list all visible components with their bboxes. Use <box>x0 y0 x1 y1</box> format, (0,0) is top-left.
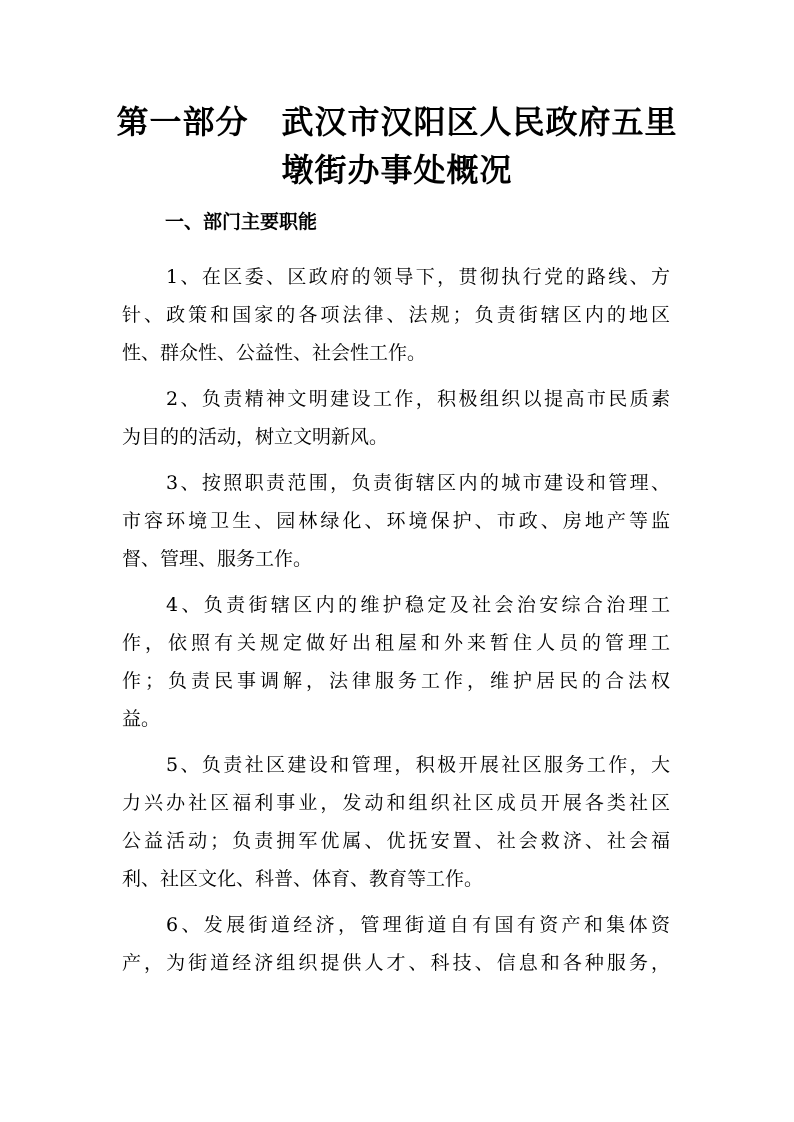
paragraph-line: 力兴办社区福利事业，发动和组织社区成员开展各类社区 <box>122 792 670 814</box>
paragraph-line: 作，依照有关规定做好出租屋和外来暂住人员的管理工 <box>122 632 670 654</box>
paragraph-line: 2、负责精神文明建设工作，积极组织以提高市民质素 <box>166 388 670 410</box>
title-line-1: 第一部分 武汉市汉阳区人民政府五里 <box>116 103 678 141</box>
paragraph-line: 4、负责街辖区内的维护稳定及社会治安综合治理工 <box>166 594 670 616</box>
paragraph-line: 1、在区委、区政府的领导下，贯彻执行党的路线、方 <box>166 266 670 288</box>
paragraph-line: 公益活动；负责拥军优属、优抚安置、社会救济、社会福 <box>122 830 670 852</box>
paragraph-2 <box>122 380 670 456</box>
paragraph-line: 性、群众性、公益性、社会性工作。 <box>122 342 427 364</box>
section-heading: 一、部门主要职能 <box>165 211 318 233</box>
paragraph-6 <box>122 906 670 982</box>
paragraph-1 <box>122 258 670 372</box>
paragraph-line: 针、政策和国家的各项法律、法规；负责街辖区内的地区 <box>122 304 670 326</box>
title-line-2: 墩街办事处概况 <box>281 151 513 189</box>
paragraph-line: 益。 <box>122 708 161 730</box>
paragraph-3 <box>122 464 670 578</box>
paragraph-line: 利、社区文化、科普、体育、教育等工作。 <box>122 868 484 890</box>
paragraph-line: 6、发展街道经济，管理街道自有国有资产和集体资 <box>166 914 670 936</box>
paragraph-line: 产，为街道经济组织提供人才、科技、信息和各种服务， <box>122 952 670 974</box>
page-title <box>96 98 698 194</box>
paragraph-line: 为目的的活动，树立文明新风。 <box>122 426 389 448</box>
paragraph-line: 督、管理、服务工作。 <box>122 548 313 570</box>
paragraph-4 <box>122 586 670 738</box>
paragraph-line: 5、负责社区建设和管理，积极开展社区服务工作，大 <box>166 754 670 776</box>
paragraph-5 <box>122 746 670 898</box>
paragraph-line: 市容环境卫生、园林绿化、环境保护、市政、房地产等监 <box>122 510 670 532</box>
paragraph-line: 3、按照职责范围，负责街辖区内的城市建设和管理、 <box>166 472 670 494</box>
document-body <box>122 258 670 990</box>
paragraph-line: 作；负责民事调解，法律服务工作，维护居民的合法权 <box>122 670 670 692</box>
